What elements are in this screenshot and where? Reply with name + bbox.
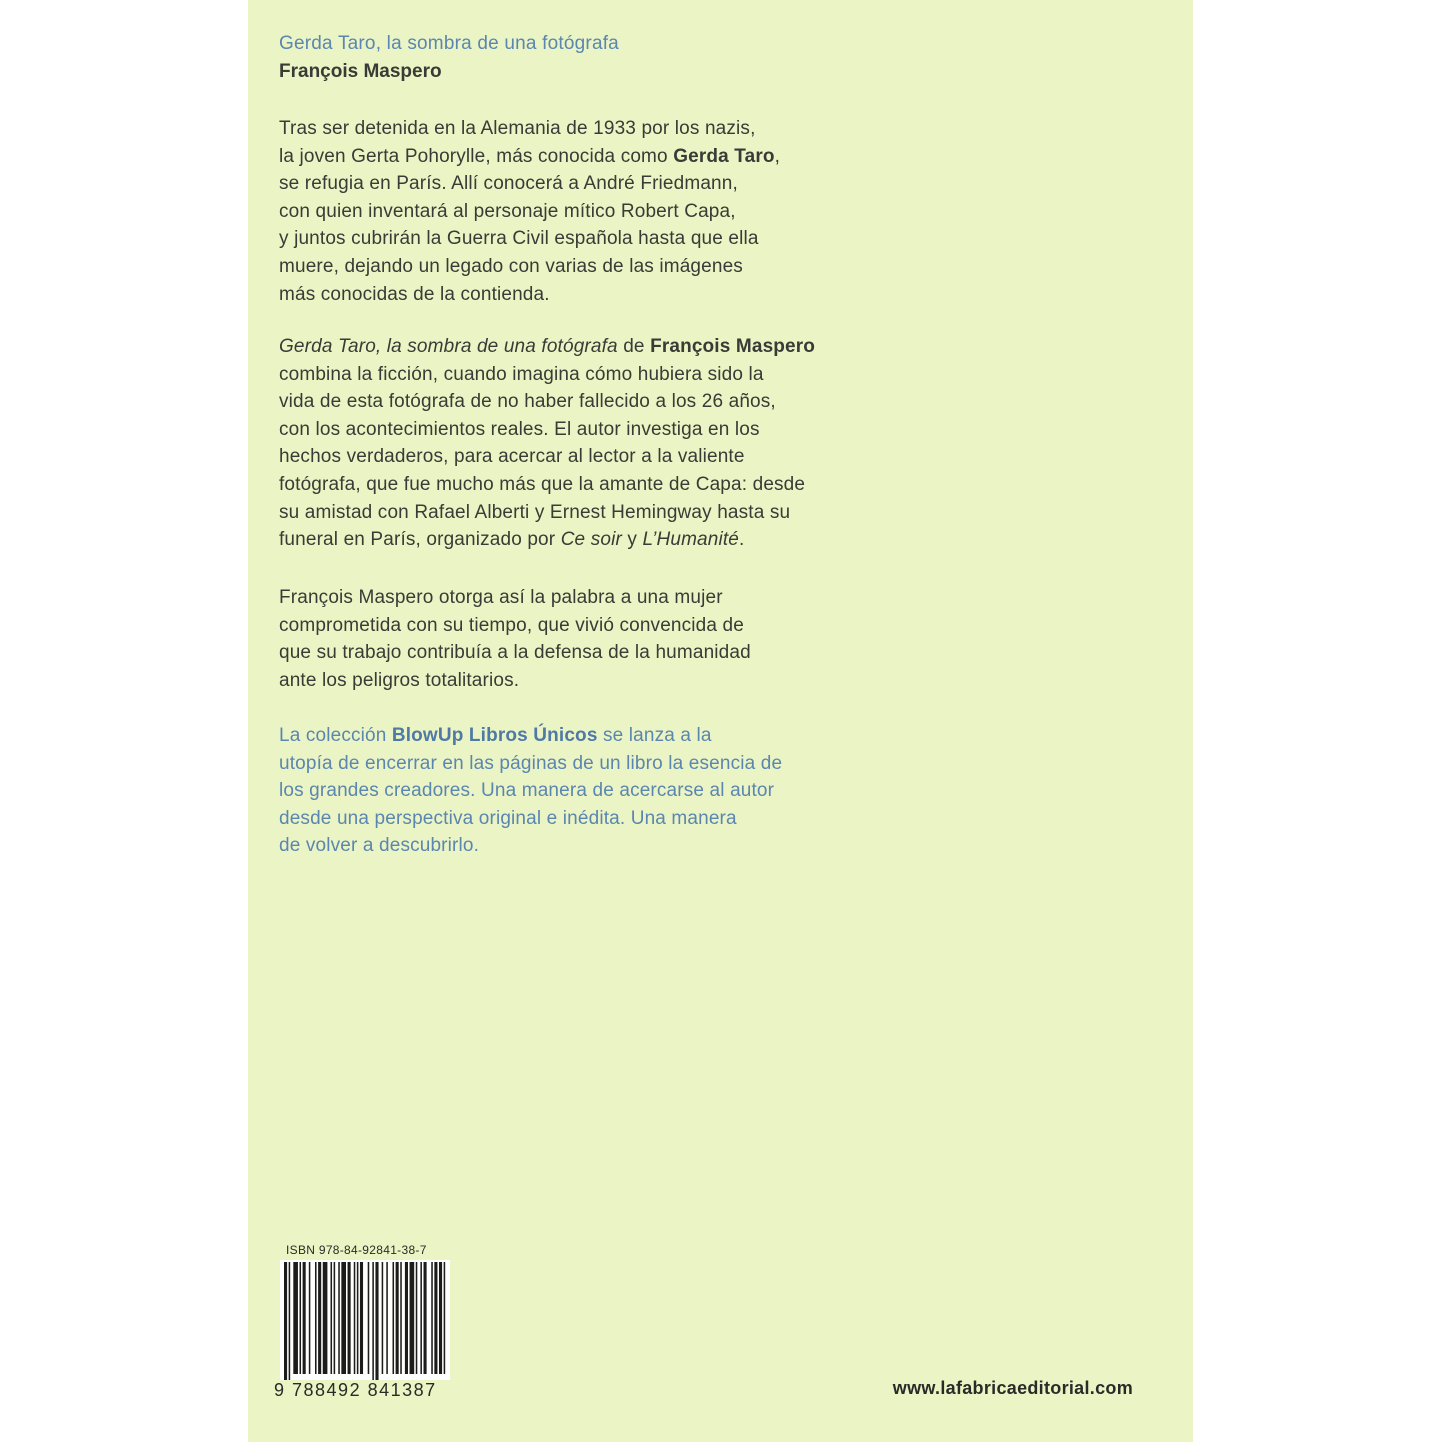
- barcode-bar: [439, 1262, 442, 1374]
- barcode-bar: [372, 1262, 374, 1380]
- text-line: se refugia en París. Allí conocerá a André Friedmann,: [279, 173, 738, 195]
- text-line: fotógrafa, que fue mucho más que la amante de Capa: desde: [279, 473, 806, 495]
- barcode-bar: [318, 1262, 321, 1374]
- text-line: muere, dejando un legado con varias de las imágenes: [279, 255, 743, 277]
- barcode-digits: 9 788492 841387: [274, 1380, 437, 1400]
- barcode-bar: [444, 1262, 446, 1374]
- text-line: funeral en París, organizado por Ce soir y L’Humanité.: [279, 529, 745, 551]
- barcode-bar: [289, 1262, 291, 1380]
- barcode-bar: [338, 1262, 340, 1374]
- barcode-bar: [410, 1262, 415, 1374]
- barcode-bar: [396, 1262, 399, 1374]
- text-line: La colección BlowUp Libros Únicos se lanza a la: [279, 725, 712, 746]
- barcode-bar: [348, 1262, 351, 1374]
- text-line: François Maspero otorga así la palabra a una mujer: [279, 587, 723, 608]
- text-line: de volver a descubrirlo.: [279, 835, 480, 857]
- text-line: Gerda Taro, la sombra de una fotógrafa de François Maspero: [279, 336, 816, 357]
- barcode-bar: [393, 1262, 395, 1374]
- barcode-bar: [400, 1262, 402, 1374]
- barcode-bar: [323, 1262, 328, 1374]
- barcode-bar: [405, 1262, 408, 1374]
- barcode-icon: [280, 1260, 450, 1380]
- text-line: con quien inventará al personaje mítico Robert Capa,: [279, 200, 736, 222]
- barcode-bar: [303, 1262, 306, 1374]
- barcode-bar: [284, 1262, 287, 1380]
- barcode-bar: [434, 1262, 437, 1374]
- text-line: más conocidas de la contienda.: [279, 283, 550, 305]
- barcode-bar: [424, 1262, 427, 1374]
- barcode-bar: [375, 1262, 378, 1380]
- book-author: François Maspero: [279, 61, 442, 82]
- synopsis-paragraph-2: [279, 333, 815, 554]
- text-line: Tras ser detenida en la Alemania de 1933 por los nazis,: [279, 118, 756, 139]
- text-line: vida de esta fotógrafa de no haber fallecido a los 26 años,: [279, 391, 776, 413]
- text-line: combina la ficción, cuando imagina cómo hubiera sido la: [279, 363, 764, 385]
- text-line: los grandes creadores. Una manera de acercarse al autor: [279, 780, 775, 802]
- barcode-bar: [315, 1262, 317, 1374]
- barcode-bar: [420, 1262, 422, 1374]
- barcode-block: [274, 1243, 450, 1400]
- barcode-bar: [416, 1262, 418, 1374]
- text-line: su amistad con Rafael Alberti y Ernest Hemingway hasta su: [279, 501, 791, 523]
- isbn-label: ISBN 978-84-92841-38-7: [286, 1243, 427, 1257]
- text-line: y juntos cubrirán la Guerra Civil española hasta que ella: [279, 228, 759, 250]
- synopsis-paragraph-1: [279, 115, 780, 308]
- barcode-bar: [360, 1262, 363, 1374]
- text-line: desde una perspectiva original e inédita. Una manera: [279, 807, 737, 829]
- text-line: utopía de encerrar en las páginas de un libro la esencia de: [279, 752, 783, 774]
- barcode-bar: [386, 1262, 388, 1374]
- text-line: con los acontecimientos reales. El autor investiga en los: [279, 418, 760, 440]
- title-block: [279, 30, 619, 86]
- barcode-bar: [334, 1262, 336, 1374]
- barcode-bar: [368, 1262, 370, 1374]
- book-title: Gerda Taro, la sombra de una fotógrafa: [279, 33, 619, 54]
- barcode-bar: [309, 1262, 311, 1374]
- collection-name: BlowUp Libros Únicos: [391, 725, 598, 746]
- text-line: que su trabajo contribuía a la defensa de la humanidad: [279, 642, 751, 664]
- barcode-bar: [341, 1262, 346, 1374]
- barcode-bar: [354, 1262, 356, 1374]
- barcode-bar: [382, 1262, 384, 1374]
- barcode-bar: [300, 1262, 302, 1374]
- text-line: comprometida con su tiempo, que vivió convencida de: [279, 614, 744, 636]
- back-cover: [248, 0, 1193, 1442]
- text-line: hechos verdaderos, para acercar al lector a la valiente: [279, 446, 745, 468]
- barcode-bar: [331, 1262, 333, 1374]
- publisher-website: www.lafabricaeditorial.com: [892, 1378, 1133, 1398]
- text-line: la joven Gerta Pohorylle, más conocida como Gerda Taro,: [279, 145, 781, 167]
- synopsis-paragraph-3: [279, 584, 751, 694]
- barcode-bar: [293, 1262, 298, 1374]
- barcode-bar: [431, 1262, 433, 1374]
- collection-paragraph: [279, 722, 782, 860]
- text-line: ante los peligros totalitarios.: [279, 669, 520, 691]
- barcode-bar: [357, 1262, 359, 1374]
